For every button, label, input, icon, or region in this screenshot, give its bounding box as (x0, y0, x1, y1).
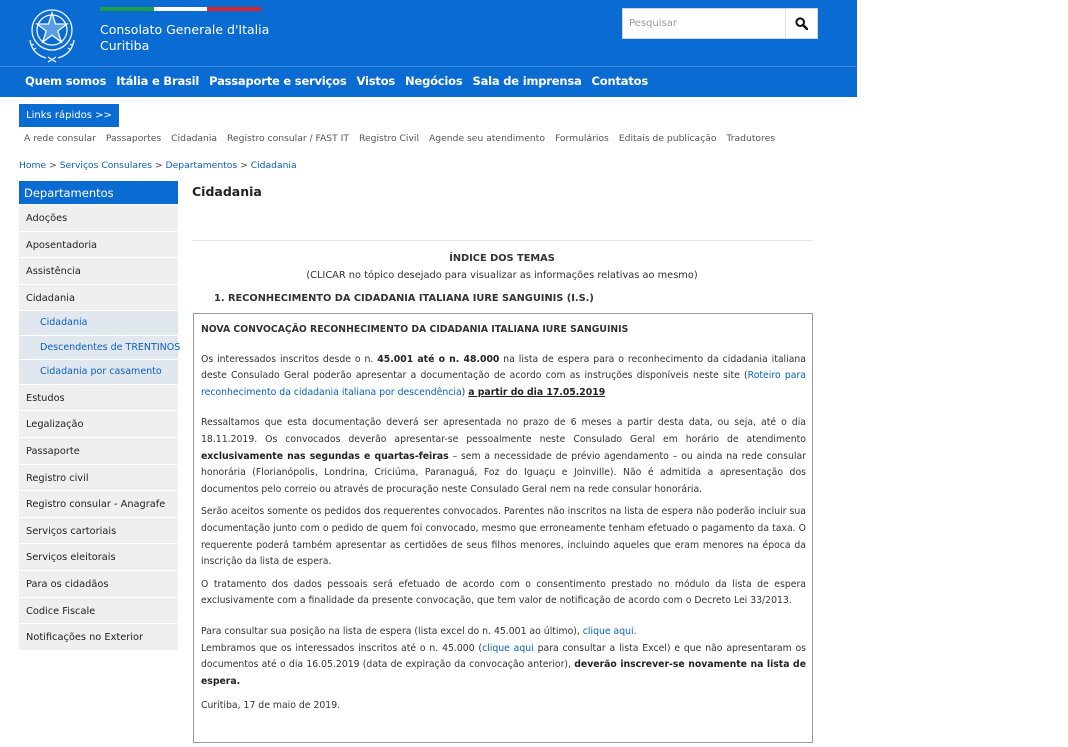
p1-text-d: ) (461, 386, 469, 398)
p6-warning: deverão inscrever-se novamente na lista de espera. (201, 659, 807, 687)
clique-aqui-link-2[interactable]: clique aqui (482, 642, 534, 654)
breadcrumb-servicos-consulares[interactable]: Serviços Consulares (59, 160, 152, 171)
roteiro-link[interactable]: Roteiro para reconhecimento da cidadania italiana por descendência (201, 370, 806, 398)
quick-link-tradutores[interactable]: Tradutores (726, 133, 776, 144)
nav-passaporte-e-servicos[interactable]: Passaporte e serviços (209, 74, 347, 88)
nav-contatos[interactable]: Contatos (591, 74, 648, 88)
quick-link-agende[interactable]: Agende seu atendimento (429, 133, 545, 144)
search-box (622, 8, 818, 39)
breadcrumb (19, 160, 297, 171)
p6-text-b: para consultar a lista Excel) e que não apresentaram os documentos até o dia 16.05.2019 (data de expiração da convocação anterior), (201, 642, 806, 671)
quick-link-rede-consular[interactable]: A rede consular (24, 133, 96, 144)
index-title: ÍNDICE DOS TEMAS (449, 253, 555, 264)
main-nav (0, 66, 857, 97)
quick-link-formularios[interactable]: Formulários (554, 133, 609, 144)
sidebar-subitem-cidadania[interactable]: Cidadania (19, 310, 178, 335)
italian-flag-stripe (100, 7, 261, 11)
nav-vistos[interactable]: Vistos (356, 74, 396, 88)
p2-text-c: – sem a necessidade de prévio agendamento – ou ainda na rede consular honorária (Florianópolis, Londrina, Criciúma, Paranaguá, Foz do Iguaçu e Joinville). Não é admitida a apresentação dos documentos pelo correio ou através de procuração neste Consulado Geral nem na rede consular honorária. (201, 450, 806, 495)
paragraph-pedidos: Serão aceitos somente os pedidos dos requerentes convocados. Parentes não inscritos na lista de espera não poderão incluir sua documentação junto com o pedido de quem foi convocado, mesmo que erroneamente tenham efetuado o pagamento da taxa. O requerente poderá também apresentar as certidões de seus filhos menores, incluindo aqueles que eram menores na época da inscrição da lista de espera. (201, 506, 806, 568)
sidebar (19, 181, 181, 650)
paragraph-dados: O tratamento dos dados pessoais será efetuado de acordo com o consentimento prestado no módulo da lista de espera exclusivamente com a finalidade da presente convocação, que tem valor de notificação de acordo com o Decreto Lei 33/2013. (201, 578, 806, 607)
paragraph-prazo (201, 415, 806, 498)
paragraph-convocacao (201, 352, 806, 402)
quick-links-button[interactable]: Links rápidos >> (19, 104, 119, 127)
sidebar-item-aposentadoria[interactable]: Aposentadoria (19, 231, 178, 258)
sidebar-item-servicos-eleitorais[interactable]: Serviços eleitorais (19, 543, 178, 570)
flag-white-stripe (154, 7, 208, 11)
p1-text-c: na lista de espera para o reconhecimento da cidadania italiana deste Consulado Geral poderão apresentar a documentação de acordo com as instruções disponíveis neste site ( (201, 353, 806, 382)
content-box (193, 313, 813, 743)
quick-link-passaportes[interactable]: Passaportes (105, 133, 162, 144)
paragraph-lembramos (201, 641, 806, 691)
sidebar-item-registro-consular[interactable]: Registro consular - Anagrafe (19, 490, 178, 517)
search-button[interactable] (785, 9, 817, 38)
breadcrumb-separator: > (240, 160, 248, 171)
breadcrumb-separator: > (49, 160, 57, 171)
nav-negocios[interactable]: Negócios (405, 74, 463, 88)
sidebar-subitem-casamento[interactable]: Cidadania por casamento (19, 359, 178, 384)
quick-link-registro-civil[interactable]: Registro Civil (358, 133, 420, 144)
sidebar-item-notificacoes[interactable]: Notificações no Exterior (19, 623, 178, 650)
sidebar-item-cidadania[interactable]: Cidadania (19, 284, 178, 311)
p2-days: exclusivamente nas segundas e quartas-feiras (201, 450, 449, 462)
nav-italia-e-brasil[interactable]: Itália e Brasil (116, 74, 200, 88)
paragraph-consulta (201, 624, 806, 641)
p2-text-a: Ressaltamos que esta documentação deverá ser apresentada no prazo de 6 meses a partir desta data, ou seja, até o dia 18.11.2019. Os convocados deverão apresentar-se pessoalmente neste Consulado Geral em horário de atendimento (201, 417, 806, 445)
sidebar-item-adocoes[interactable]: Adoções (19, 204, 178, 231)
p6-text-a: Lembramos que os interessados inscritos até o n. 45.000 ( (201, 642, 483, 654)
nav-quem-somos[interactable]: Quem somos (25, 74, 107, 88)
sidebar-item-estudos[interactable]: Estudos (19, 384, 178, 411)
sidebar-item-servicos-cartoriais[interactable]: Serviços cartoriais (19, 517, 178, 544)
p1-text-a: Os interessados inscritos desde o n. (201, 353, 378, 365)
sidebar-item-codice-fiscale[interactable]: Codice Fiscale (19, 597, 178, 624)
quick-link-editais[interactable]: Editais de publicação (618, 133, 717, 144)
box-title: NOVA CONVOCAÇÃO RECONHECIMENTO DA CIDADANIA ITALIANA IURE SANGUINIS (201, 324, 629, 335)
divider (192, 240, 812, 241)
sidebar-item-passaporte[interactable]: Passaporte (19, 437, 178, 464)
flag-green-stripe (100, 7, 154, 11)
paragraph-date: Curitiba, 17 de maio de 2019. (201, 700, 341, 712)
index-subtitle: (CLICAR no tópico desejado para visualizar as informações relativas ao mesmo) (306, 270, 698, 281)
quick-links-bar (24, 133, 785, 144)
flag-red-stripe (207, 7, 261, 11)
site-name[interactable] (100, 22, 269, 53)
site-name-line2[interactable]: Curitiba (100, 37, 150, 53)
search-icon (795, 17, 808, 30)
breadcrumb-departamentos[interactable]: Departamentos (165, 160, 238, 171)
nav-sala-de-imprensa[interactable]: Sala de imprensa (472, 74, 582, 88)
page-title: Cidadania (192, 184, 262, 199)
sidebar-item-registro-civil[interactable]: Registro civil (19, 464, 178, 491)
p5-text: Para consultar sua posição na lista de espera (lista excel do n. 45.001 ao último), (201, 625, 583, 637)
quick-link-registro-consular[interactable]: Registro consular / FAST IT (227, 133, 349, 144)
sidebar-item-legalizacao[interactable]: Legalização (19, 410, 178, 437)
search-input[interactable] (623, 9, 786, 38)
clique-aqui-link-1[interactable]: clique aqui. (582, 625, 637, 637)
sidebar-subitem-trentinos[interactable]: Descendentes de TRENTINOS (19, 335, 178, 360)
breadcrumb-separator: > (154, 160, 163, 171)
quick-link-cidadania[interactable]: Cidadania (171, 133, 218, 144)
italian-republic-emblem-icon[interactable] (20, 0, 84, 64)
breadcrumb-home[interactable]: Home (19, 160, 47, 171)
sidebar-item-para-os-cidadaos[interactable]: Para os cidadãos (19, 570, 178, 597)
sidebar-item-assistencia[interactable]: Assistência (19, 257, 178, 284)
p1-range: 45.001 até o n. 48.000 (377, 353, 500, 365)
site-header (0, 0, 857, 66)
topic-link-1[interactable]: 1. RECONHECIMENTO DA CIDADANIA ITALIANA IURE SANGUINIS (I.S.) (214, 293, 594, 304)
site-name-line1[interactable]: Consolato Generale d'Italia (100, 22, 270, 37)
sidebar-title: Departamentos (19, 181, 178, 204)
p1-date: a partir do dia 17.05.2019 (468, 386, 606, 398)
breadcrumb-cidadania[interactable]: Cidadania (250, 160, 297, 171)
